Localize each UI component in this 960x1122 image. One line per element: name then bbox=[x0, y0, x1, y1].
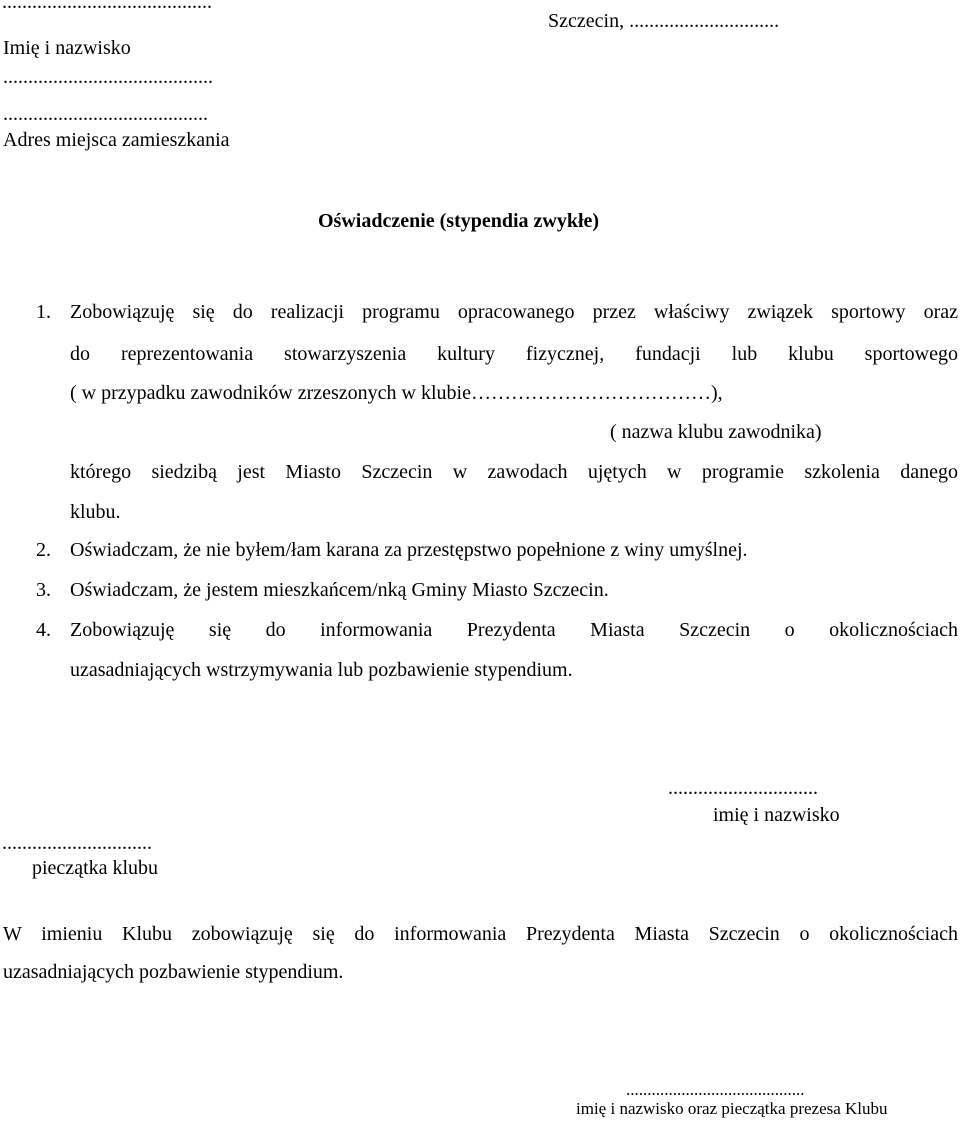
item-1-line-5: klubu. bbox=[70, 501, 121, 523]
item-4-line-2: uzasadniających wstrzymywania lub pozbawienie stypendium. bbox=[70, 659, 573, 681]
item-4-line-1: Zobowiązuję się do informowania Prezydenta Miasta Szczecin o okolicznościach bbox=[70, 619, 958, 641]
president-signature-dots: .......................................... bbox=[626, 1080, 805, 1099]
item-4-number: 4. bbox=[36, 619, 51, 641]
club-name-hint: ( nazwa klubu zawodnika) bbox=[610, 421, 822, 443]
item-3-number: 3. bbox=[36, 579, 51, 601]
club-statement-line-1: W imieniu Klubu zobowiązuję się do informowania Prezydenta Miasta Szczecin o okolicznościach bbox=[3, 923, 958, 945]
item-2-text: Oświadczam, że nie byłem/łam karana za przestępstwo popełnione z winy umyślnej. bbox=[70, 539, 748, 561]
president-signature-label: imię i nazwisko oraz pieczątka prezesa Klubu bbox=[576, 1099, 888, 1118]
name-label: Imię i nazwisko bbox=[3, 37, 131, 59]
club-statement-line-2: uzasadniających pozbawienie stypendium. bbox=[3, 961, 344, 983]
athlete-signature-label: imię i nazwisko bbox=[713, 804, 840, 826]
city-date: Szczecin, .............................. bbox=[548, 10, 780, 32]
item-1-line-2: do reprezentowania stowarzyszenia kultury fizycznej, fundacji lub klubu sportowego bbox=[70, 343, 958, 365]
item-1-number: 1. bbox=[36, 301, 51, 323]
club-stamp-dots: .............................. bbox=[2, 832, 152, 854]
dots-top: .......................................... bbox=[2, 0, 212, 13]
item-1-line-1: Zobowiązuję się do realizacji programu opracowanego przez właściwy związek sportowy oraz bbox=[70, 301, 958, 323]
item-3-text: Oświadczam, że jestem mieszkańcem/nką Gminy Miasto Szczecin. bbox=[70, 579, 609, 601]
name-dots: .......................................... bbox=[3, 66, 213, 88]
item-2-number: 2. bbox=[36, 539, 51, 561]
item-1-line-4: którego siedzibą jest Miasto Szczecin w zawodach ujętych w programie szkolenia danego bbox=[70, 461, 958, 483]
item-1-line-3: ( w przypadku zawodników zrzeszonych w klubie………………………………), bbox=[70, 382, 723, 404]
address-label: Adres miejsca zamieszkania bbox=[3, 129, 230, 151]
page-title: Oświadczenie (stypendia zwykłe) bbox=[318, 210, 600, 232]
club-stamp-label: pieczątka klubu bbox=[32, 857, 159, 879]
athlete-signature-dots: .............................. bbox=[668, 777, 818, 799]
address-dots: ......................................... bbox=[3, 103, 208, 125]
